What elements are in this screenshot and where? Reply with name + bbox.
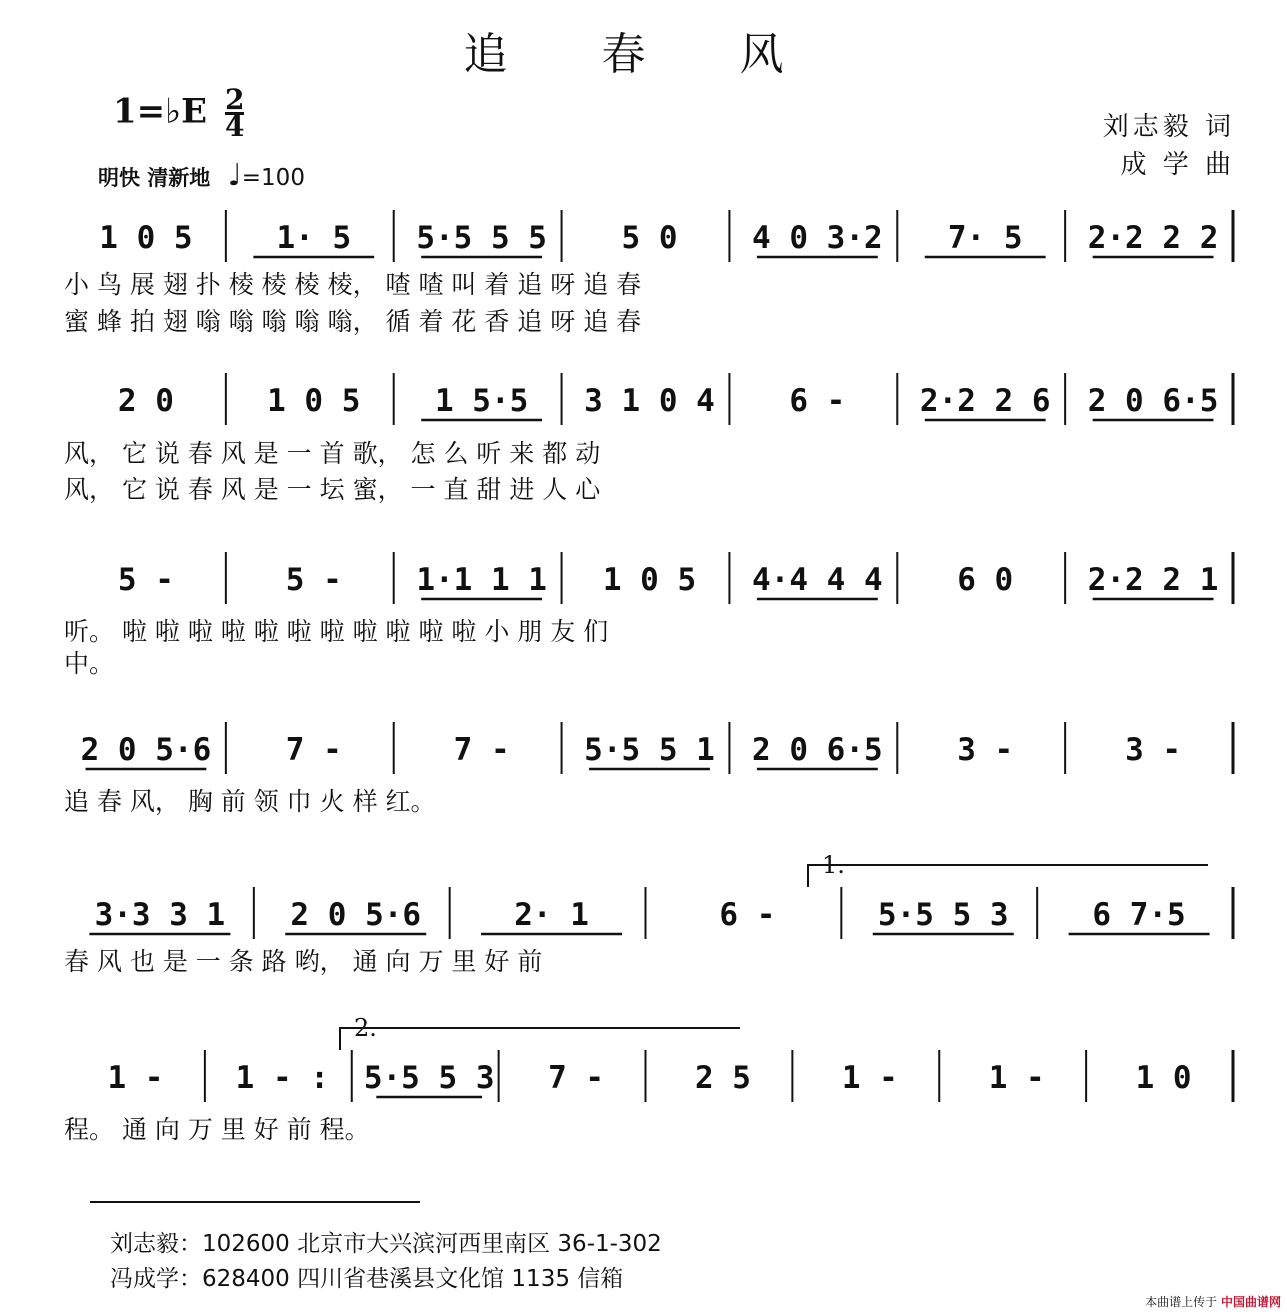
measure-notes: 5·5 5 1 [584, 732, 715, 768]
lyric-line: 程。 通 向 万 里 好 前 程。 [64, 1115, 370, 1144]
quarter-note-icon: ♩ [227, 158, 242, 193]
measure-notes: 7 - [453, 732, 510, 768]
measure-notes: 6 - [719, 897, 776, 933]
measure-notes: 2 0 5·6 [290, 897, 422, 933]
lyric-line: 风， 它 说 春 风 是 一 首 歌， 怎 么 听 来 都 动 [64, 439, 601, 468]
lyric-line: 中。 [64, 649, 115, 678]
song-title: 追 春 风 [463, 29, 824, 80]
measure-notes: 3 - [1125, 732, 1182, 768]
volta-label: 2. [354, 1014, 377, 1042]
measure-notes: 6 0 [957, 562, 1014, 598]
measure-notes: 5·5 5 3 [363, 1060, 495, 1096]
measure-notes: 1 0 [1135, 1060, 1192, 1096]
measure-notes: 3 1 0 4 [584, 383, 715, 419]
measure-notes: 2·2 2 1 [1087, 562, 1219, 598]
lyric-line: 风， 它 说 春 风 是 一 坛 蜜， 一 直 甜 进 人 心 [64, 475, 601, 504]
measure-notes: 2·2 2 2 [1087, 220, 1219, 256]
measure-notes: 1 - [107, 1060, 164, 1096]
measure-notes: 2·2 2 6 [919, 383, 1051, 419]
uploader-text: 本曲谱上传于 [1145, 1295, 1218, 1309]
measure-notes: 1 - [841, 1060, 898, 1096]
measure-notes: 7 - [548, 1060, 605, 1096]
measure-notes: 2 0 6·5 [752, 732, 883, 768]
meter-denominator: 4 [224, 110, 245, 143]
measure-notes: 4·4 4 4 [752, 562, 883, 598]
measure-notes: 3·3 3 1 [94, 897, 226, 933]
measure-notes: 2 0 [117, 383, 174, 419]
lyric-line: 春 风 也 是 一 条 路 哟， 通 向 万 里 好 前 [64, 947, 543, 976]
measure-notes: 2 0 6·5 [1087, 383, 1219, 419]
lyric-line: 追 春 风， 胸 前 领 巾 火 样 红。 [64, 787, 436, 816]
key-label: 1=♭E [113, 91, 208, 132]
measure-notes: 5·5 5 5 [416, 220, 547, 256]
measure-notes: 1·1 1 1 [416, 562, 547, 598]
volta-bracket [808, 865, 1208, 887]
lyric-line: 小 鸟 展 翅 扑 棱 棱 棱 棱， 喳 喳 叫 着 追 呀 追 春 [64, 270, 642, 299]
lyric-line: 蜜 蜂 拍 翅 嗡 嗡 嗡 嗡 嗡， 循 着 花 香 追 呀 追 春 [64, 307, 642, 336]
measure-notes: 1 0 5 [602, 562, 697, 598]
uploader-note [1145, 1293, 1281, 1310]
measure-notes: 5 - [117, 562, 174, 598]
measure-notes: 5 - [285, 562, 342, 598]
volta-bracket [340, 1028, 740, 1050]
volta-label: 1. [822, 851, 845, 879]
measure-notes: 1 - : [235, 1060, 329, 1096]
measure-notes: 4 0 3·2 [752, 220, 883, 256]
site-logo: 中国曲谱网 [1220, 1295, 1281, 1309]
measure-notes: 2 0 5·6 [80, 732, 212, 768]
measure-notes: 1 0 5 [267, 383, 361, 419]
composer: 成 学 曲 [1120, 150, 1235, 180]
measure-notes: 3 - [957, 732, 1014, 768]
meter-numerator: 2 [224, 83, 245, 116]
measure-notes: 6 7·5 [1092, 897, 1186, 933]
lyric-line: 听。 啦 啦 啦 啦 啦 啦 啦 啦 啦 啦 啦 小 朋 友 们 [64, 617, 609, 646]
measure-notes: 5 0 [621, 220, 678, 256]
measure-notes: 2· 1 [514, 897, 589, 933]
contact-lyricist: 刘志毅：102600 北京市大兴滨河西里南区 36-1-302 [110, 1231, 662, 1257]
tempo-text: 明快 清新地 [98, 166, 211, 190]
measure-notes: 7· 5 [947, 220, 1023, 256]
measure-notes: 6 - [789, 383, 846, 419]
lyricist: 刘志毅 词 [1102, 112, 1235, 142]
measure-notes: 5·5 5 3 [877, 897, 1009, 933]
measure-notes: 1 5·5 [434, 383, 529, 419]
measure-notes: 1 0 5 [99, 220, 193, 256]
measure-notes: 7 - [285, 732, 342, 768]
footer-rule [90, 1201, 420, 1203]
measure-notes: 1· 5 [276, 220, 352, 256]
measure-notes: 1 - [988, 1060, 1045, 1096]
contact-composer: 冯成学：628400 四川省巷溪县文化馆 1135 信箱 [110, 1266, 624, 1292]
measure-notes: 2 5 [694, 1060, 751, 1096]
tempo-bpm: =100 [241, 165, 305, 191]
